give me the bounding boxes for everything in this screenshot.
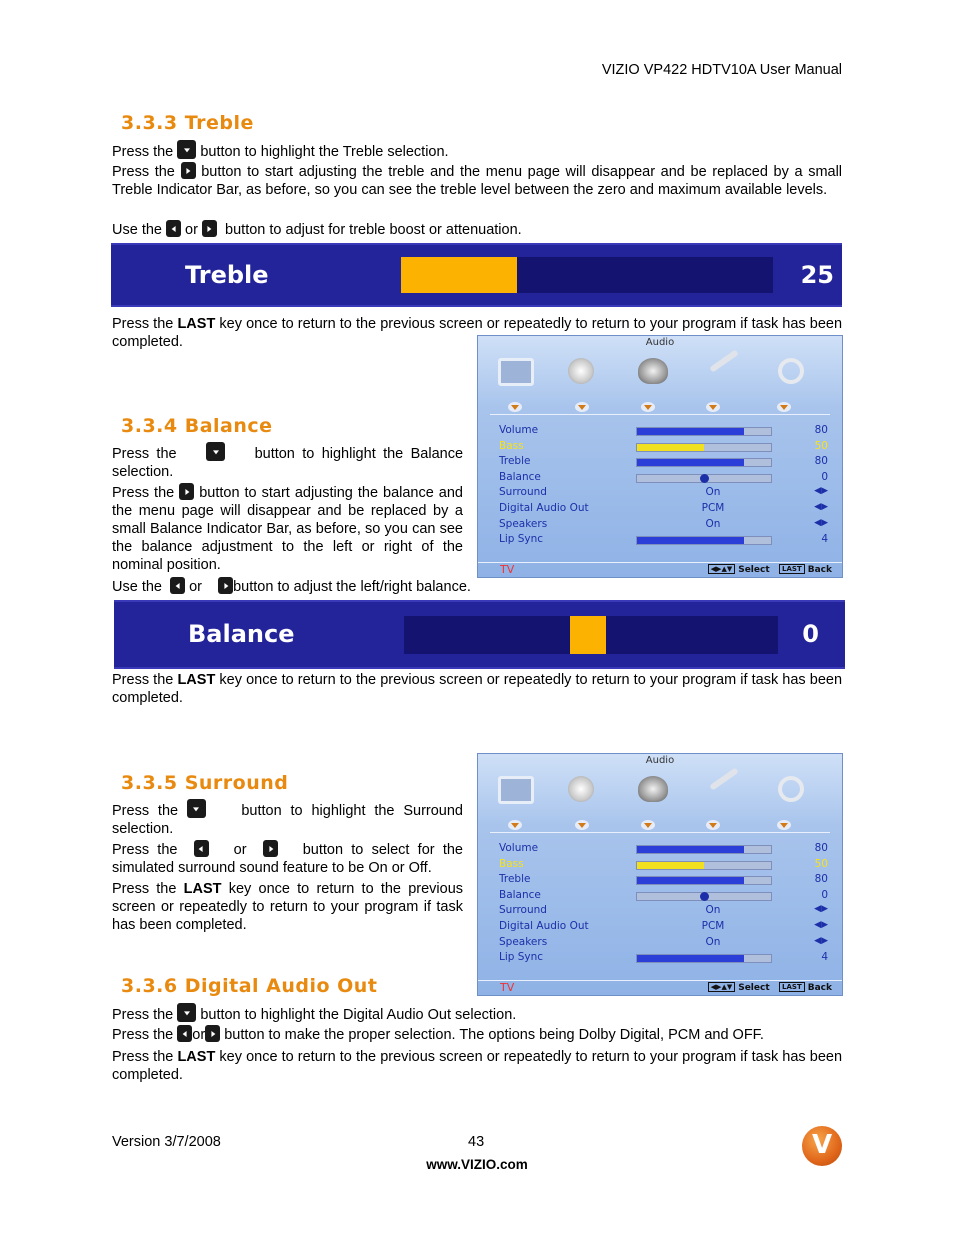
menu-row-value: 80	[814, 424, 828, 436]
menu-row-label: Balance	[499, 470, 541, 483]
menu-row[interactable]	[478, 873, 842, 888]
tv-icon	[498, 358, 534, 386]
menu-row-value: 0	[821, 470, 828, 483]
treble-p4: Press the LAST key once to return to the previous screen or repeatedly to return to your program if task has been completed.	[112, 316, 843, 350]
menu-row-option: On	[705, 904, 721, 917]
balance-heading: 3.3.4 Balance	[121, 415, 273, 437]
surround-p3: Press the LAST key once to return to the previous screen or repeatedly to return to your program if task has been completed.	[112, 881, 464, 933]
digital-audio-p2: Press the or button to make the proper selection. The options being Dolby Digital, PCM and OFF.	[112, 1027, 764, 1043]
treble-indicator-fill	[401, 257, 517, 293]
chevron-down-icon	[508, 820, 522, 830]
wrench-icon	[709, 349, 739, 372]
menu-footer: TV ◀▶▲▼ Select LAST Back	[478, 980, 842, 995]
treble-indicator-bar	[111, 243, 842, 307]
menu-row[interactable]	[478, 842, 842, 857]
balance-indicator-marker	[570, 616, 606, 654]
menu-row-label: Treble	[499, 455, 531, 468]
select-keys-icon: ◀▶▲▼	[708, 982, 736, 992]
menu-row[interactable]	[478, 533, 842, 548]
menu-icon-bar	[498, 776, 828, 816]
treble-p1: Press the button to highlight the Treble selection.	[112, 140, 449, 161]
balance-indicator-track	[404, 616, 778, 654]
menu-row-bar	[636, 474, 772, 483]
down-button-icon	[187, 799, 206, 818]
right-button-icon	[181, 162, 196, 179]
menu-row-label: Digital Audio Out	[499, 502, 589, 514]
menu-row[interactable]	[478, 424, 842, 439]
surround-heading: 3.3.5 Surround	[121, 772, 289, 794]
wrench-icon	[709, 767, 739, 790]
menu-row-bar	[636, 458, 772, 467]
menu-row-label: Lip Sync	[499, 951, 544, 964]
menu-row-label: Treble	[499, 873, 531, 886]
menu-row-option: PCM	[701, 920, 725, 932]
balance-p2: Press the button to start adjusting the balance and the menu page will disappear and be replaced by a small Balance Indicator Bar, as before, so you can see the balance adjustment to the left or right of the nominal position.	[112, 485, 463, 573]
chevron-down-icon	[575, 820, 589, 830]
menu-row[interactable]	[478, 471, 842, 486]
menu-row[interactable]	[478, 518, 842, 533]
down-button-icon	[177, 140, 196, 159]
menu-row-bar	[636, 845, 772, 854]
left-button-icon	[177, 1025, 192, 1042]
left-button-icon	[166, 220, 181, 237]
menu-row-label: Surround	[499, 904, 547, 917]
last-key-icon: LAST	[779, 982, 805, 992]
balance-p4: Press the LAST key once to return to the previous screen or repeatedly to return to your program if task has been completed.	[112, 672, 843, 706]
menu-row[interactable]	[478, 486, 842, 501]
menu-row[interactable]	[478, 951, 842, 966]
menu-row-bar	[636, 892, 772, 901]
left-button-icon	[194, 840, 209, 857]
menu-row-label: Speakers	[499, 935, 548, 948]
audio-icon	[568, 776, 594, 802]
left-right-arrows-icon: ◀▶	[814, 517, 828, 528]
treble-heading: 3.3.3 Treble	[121, 112, 254, 134]
balance-indicator-bar	[114, 600, 845, 669]
vizio-logo: V	[802, 1126, 842, 1166]
chevron-down-icon	[777, 820, 791, 830]
menu-row[interactable]	[478, 440, 842, 455]
balance-indicator-value: 0	[802, 620, 819, 648]
digital-audio-out-heading: 3.3.6 Digital Audio Out	[121, 975, 378, 997]
chevron-down-icon	[706, 402, 720, 412]
menu-source: TV	[500, 981, 515, 994]
menu-row[interactable]	[478, 936, 842, 951]
chevron-down-icon	[641, 402, 655, 412]
digital-audio-p3: Press the LAST key once to return to the previous screen or repeatedly to return to your program if task has been completed.	[112, 1049, 843, 1083]
left-right-arrows-icon: ◀▶	[814, 920, 828, 930]
menu-row[interactable]	[478, 920, 842, 935]
menu-row-label: Speakers	[499, 517, 548, 530]
balance-indicator-label: Balance	[188, 620, 295, 648]
menu-icon-bar	[498, 358, 828, 398]
chevron-down-icon	[575, 402, 589, 412]
menu-row[interactable]	[478, 858, 842, 873]
treble-indicator-track	[401, 257, 773, 293]
audio-menu-screenshot	[477, 335, 843, 578]
menu-row[interactable]	[478, 455, 842, 470]
menu-row-value: 50	[814, 439, 828, 452]
page-header: VIZIO VP422 HDTV10A User Manual	[601, 62, 842, 78]
menu-row[interactable]	[478, 502, 842, 517]
down-button-icon	[177, 1003, 196, 1022]
left-button-icon	[170, 577, 185, 594]
treble-p2: Press the button to start adjusting the treble and the menu page will disappear and be replaced by a small Treble Indicator Bar, as before, so you can see the treble level between the zero and maximum available levels.	[112, 164, 843, 198]
menu-row-bar	[636, 861, 772, 870]
menu-row-option: On	[705, 935, 721, 948]
chevron-down-icon	[508, 402, 522, 412]
menu-row-value: 4	[821, 533, 828, 546]
right-button-icon	[179, 483, 194, 500]
menu-row[interactable]	[478, 904, 842, 919]
menu-row-option: On	[705, 486, 721, 499]
menu-row-value: 80	[814, 842, 828, 854]
right-button-icon	[205, 1025, 220, 1042]
footer-url: www.VIZIO.com	[426, 1157, 528, 1172]
left-right-arrows-icon: ◀▶	[814, 502, 828, 512]
menu-row-option: PCM	[701, 502, 725, 514]
balance-p1: Press the button to highlight the Balance selection.	[112, 442, 463, 481]
surround-p2: Press the or button to select for the simulated surround sound feature to be On or Off.	[112, 842, 463, 876]
last-key-icon: LAST	[779, 564, 805, 574]
left-right-arrows-icon: ◀▶	[814, 935, 828, 946]
treble-indicator-label: Treble	[185, 261, 269, 289]
footer-page-number: 43	[468, 1134, 485, 1150]
menu-row-value: 0	[821, 888, 828, 901]
audio-icon	[568, 358, 594, 384]
menu-row-label: Volume	[499, 424, 539, 436]
key-icon	[778, 358, 804, 384]
footer-version: Version 3/7/2008	[112, 1134, 221, 1150]
left-right-arrows-icon: ◀▶	[814, 904, 828, 915]
menu-row-value: 80	[814, 873, 828, 886]
right-button-icon	[218, 577, 233, 594]
menu-row-bar	[636, 536, 772, 545]
menu-row-label: Volume	[499, 842, 539, 854]
tv-icon	[498, 776, 534, 804]
menu-row-value: 4	[821, 951, 828, 964]
menu-row-bar	[636, 954, 772, 963]
balance-p3: Use the or button to adjust the left/right balance.	[112, 579, 471, 595]
speaker-icon	[638, 776, 668, 802]
menu-row-label: Digital Audio Out	[499, 920, 589, 932]
menu-source: TV	[500, 563, 515, 576]
audio-menu-screenshot	[477, 753, 843, 996]
menu-row-bar	[636, 443, 772, 452]
menu-footer: TV ◀▶▲▼ Select LAST Back	[478, 562, 842, 577]
menu-row-label: Surround	[499, 486, 547, 499]
digital-audio-p1: Press the button to highlight the Digital Audio Out selection.	[112, 1003, 516, 1024]
menu-row-label: Bass	[499, 857, 524, 870]
chevron-down-icon	[777, 402, 791, 412]
menu-row-value: 80	[814, 455, 828, 468]
left-right-arrows-icon: ◀▶	[814, 486, 828, 497]
chevron-down-icon	[641, 820, 655, 830]
menu-row-label: Balance	[499, 888, 541, 901]
menu-row-value: 50	[814, 857, 828, 870]
treble-indicator-value: 25	[800, 261, 834, 289]
select-keys-icon: ◀▶▲▼	[708, 564, 736, 574]
menu-title: Audio	[645, 755, 675, 766]
surround-p1: Press the button to highlight the Surround selection.	[112, 799, 463, 838]
right-button-icon	[263, 840, 278, 857]
menu-row-option: On	[705, 517, 721, 530]
down-button-icon	[206, 442, 225, 461]
menu-row-label: Bass	[499, 439, 524, 452]
right-button-icon	[202, 220, 217, 237]
chevron-down-icon	[706, 820, 720, 830]
menu-row-bar	[636, 876, 772, 885]
treble-p3: Use the or button to adjust for treble boost or attenuation.	[112, 222, 522, 238]
menu-row-label: Lip Sync	[499, 533, 544, 546]
speaker-icon	[638, 358, 668, 384]
key-icon	[778, 776, 804, 802]
menu-title: Audio	[645, 337, 675, 348]
menu-row-bar	[636, 427, 772, 436]
menu-row[interactable]	[478, 889, 842, 904]
